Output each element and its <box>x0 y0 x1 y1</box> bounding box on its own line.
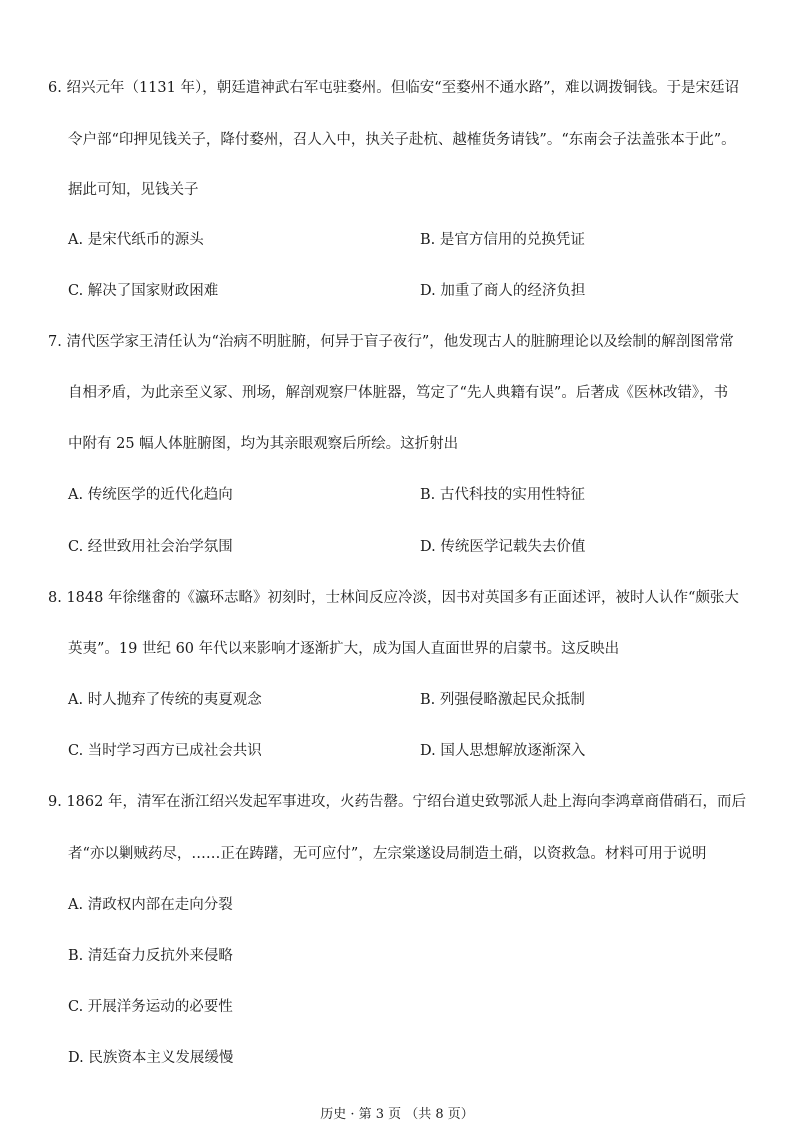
question-9-option-c: C. 开展洋务运动的必要性 <box>68 999 233 1015</box>
question-6-option-a: A. 是宋代纸币的源头 <box>68 232 204 248</box>
question-9-line-2: 者“亦以剿贼药尽，……正在踌躇，无可应付”，左宗棠遂设局制造土硝，以资救急。材料可用于说明 <box>68 846 707 862</box>
question-8-line-2: 英夷”。19 世纪 60 年代以来影响才逐渐扩大，成为国人直面世界的启蒙书。这反映出 <box>68 641 620 657</box>
question-6-line-1: 6. 绍兴元年（1131 年），朝廷遣神武右军屯驻婺州。但临安“至婺州不通水路”，难以调拨铜钱。于是宋廷诏 <box>48 80 740 96</box>
question-7-option-b: B. 古代科技的实用性特征 <box>420 487 585 503</box>
question-9-line-1: 9. 1862 年，清军在浙江绍兴发起军事进攻，火药告罄。宁绍台道史致鄂派人赴上海向李鸿章商借硝石，而后 <box>48 794 746 810</box>
question-8-option-d: D. 国人思想解放逐渐深入 <box>420 743 586 759</box>
question-9-option-d: D. 民族资本主义发展缓慢 <box>68 1050 234 1066</box>
question-7-option-a: A. 传统医学的近代化趋向 <box>68 487 233 503</box>
question-6-line-2: 令户部“印押见钱关子，降付婺州，召人入中，执关子赴杭、越榷货务请钱”。“东南会子法盖张本于此”。 <box>68 132 736 148</box>
question-7-line-3: 中附有 25 幅人体脏腑图，均为其亲眼观察后所绘。这折射出 <box>68 436 459 452</box>
question-9-option-b: B. 清廷奋力反抗外来侵略 <box>68 948 233 964</box>
question-8-line-1: 8. 1848 年徐继畬的《瀛环志略》初刻时，士林间反应冷淡，因书对英国多有正面述评，被时人认作“颇张大 <box>48 590 739 606</box>
question-6-option-c: C. 解决了国家财政困难 <box>68 283 219 299</box>
question-9-option-a: A. 清政权内部在走向分裂 <box>68 897 233 913</box>
page-footer: 历史 · 第 3 页 （共 8 页） <box>320 1107 474 1122</box>
question-8-option-c: C. 当时学习西方已成社会共识 <box>68 743 262 759</box>
question-7-option-c: C. 经世致用社会治学氛围 <box>68 539 233 555</box>
question-7-option-d: D. 传统医学记载失去价值 <box>420 539 586 555</box>
question-6-option-b: B. 是官方信用的兑换凭证 <box>420 232 585 248</box>
question-6-option-d: D. 加重了商人的经济负担 <box>420 283 586 299</box>
question-7-line-1: 7. 清代医学家王清任认为“治病不明脏腑，何异于盲子夜行”，他发现古人的脏腑理论以及绘制的解剖图常常 <box>48 334 734 350</box>
question-8-option-a: A. 时人抛弃了传统的夷夏观念 <box>68 692 262 708</box>
question-8-option-b: B. 列强侵略激起民众抵制 <box>420 692 585 708</box>
question-7-line-2: 自相矛盾，为此亲至义冢、刑场，解剖观察尸体脏器，笃定了“先人典籍有误”。后著成《医林改错》，书 <box>68 385 729 401</box>
question-6-line-3: 据此可知，见钱关子 <box>68 182 199 198</box>
